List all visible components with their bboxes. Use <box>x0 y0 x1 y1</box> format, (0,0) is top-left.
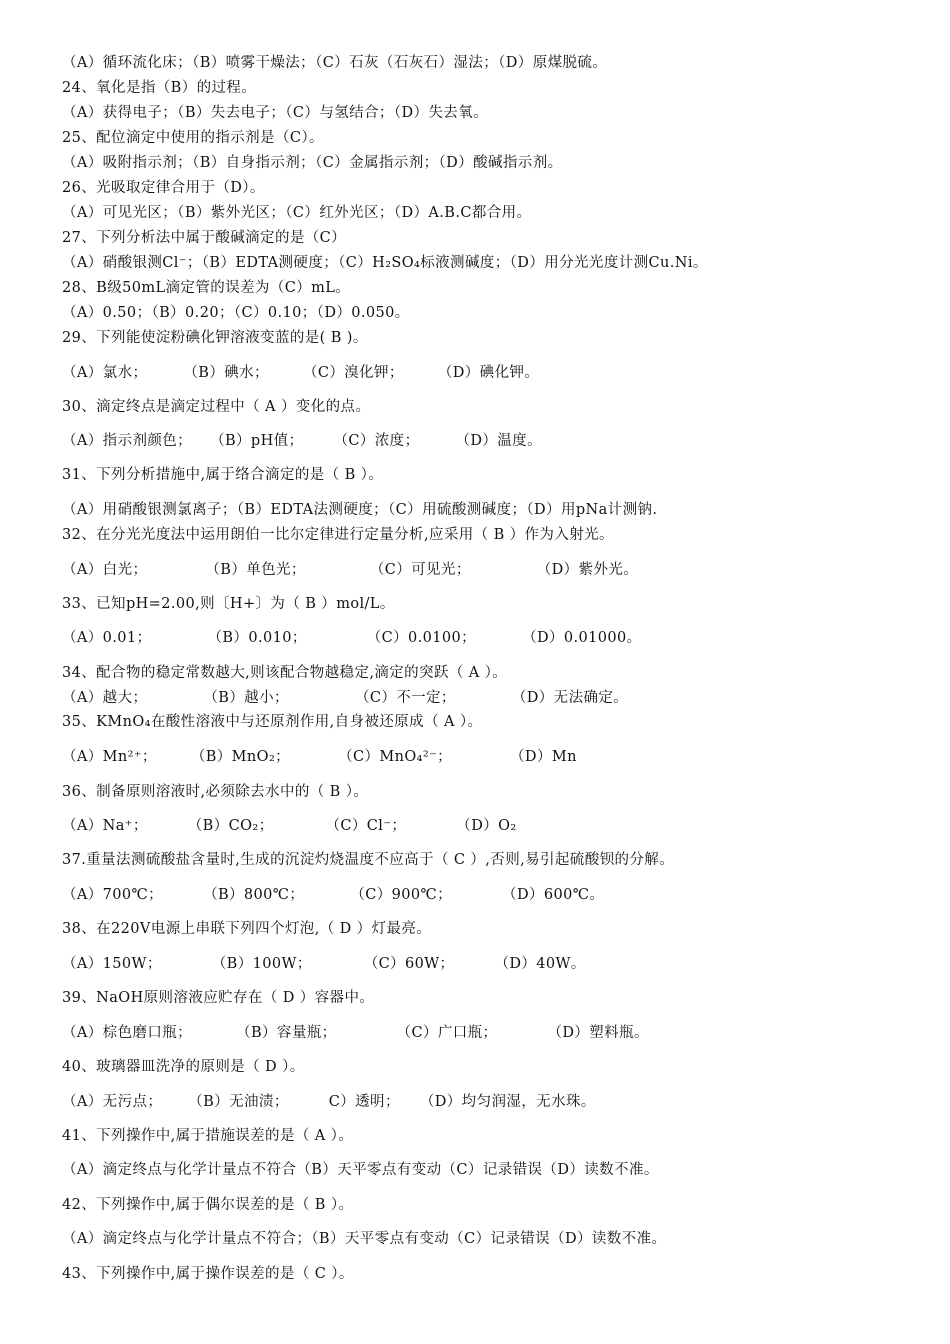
answer-option: （D）600℃。 <box>502 887 605 903</box>
line-text: （A）滴定终点与化学计量点不符合；（B）天平零点有变动（C）记录错误（D）读数不准。 <box>62 1231 667 1247</box>
answer-options-line <box>62 954 586 974</box>
text-line <box>62 850 674 870</box>
answer-option: （A）700℃； <box>62 887 164 903</box>
answer-option: （A）150W； <box>62 956 162 972</box>
answer-option: （C）900℃； <box>350 887 453 903</box>
answer-option: （B）无油渍； <box>188 1094 289 1110</box>
line-text: 24、氧化是指（B）的过程。 <box>62 80 257 96</box>
answer-options-line <box>62 816 517 836</box>
text-line <box>62 663 507 683</box>
line-text: 25、配位滴定中使用的指示剂是（C）。 <box>62 130 324 146</box>
answer-option: （A）无污点； <box>62 1094 163 1110</box>
answer-option: （B）MnO₂； <box>190 749 291 765</box>
answer-option: （D）无法确定。 <box>511 690 629 706</box>
line-text: （A）循环流化床；（B）喷雾干燥法；（C）石灰（石灰石）湿法；（D）原煤脱硫。 <box>62 55 608 71</box>
text-line <box>62 303 410 323</box>
line-text: 34、配合物的稳定常数越大,则该配合物越稳定,滴定的突跃（ A ）。 <box>62 665 508 681</box>
line-text: 40、玻璃器皿洗净的原则是（ D ）。 <box>62 1059 305 1075</box>
answer-option: （D）40W。 <box>494 956 586 972</box>
answer-option: （B）越小； <box>203 690 289 706</box>
text-line <box>62 988 374 1008</box>
answer-option: （C）溴化钾； <box>302 365 404 381</box>
answer-options-line <box>62 747 577 767</box>
answer-option: （A）越大； <box>62 690 148 706</box>
text-line <box>62 78 256 98</box>
text-line <box>62 1160 659 1180</box>
answer-option: （D）温度。 <box>455 433 542 449</box>
answer-option: （C）广口瓶； <box>396 1025 498 1041</box>
answer-option: （D）Mn <box>510 749 577 765</box>
text-line <box>62 500 657 520</box>
answer-option: （A）Mn²⁺； <box>62 749 157 765</box>
answer-option: （D）紫外光。 <box>536 562 639 578</box>
line-text: （A）获得电子；（B）失去电子；（C）与氢结合；（D）失去氧。 <box>62 105 488 121</box>
line-text: （A）硝酸银测Cl⁻；（B）EDTA测硬度；（C）H₂SO₄标液测碱度；（D）用分光光度计测Cu.Ni。 <box>62 255 708 271</box>
line-text: 38、在220V电源上串联下列四个灯泡,（ D ）灯最亮。 <box>62 921 432 937</box>
line-text: 39、NaOH原则溶液应贮存在（ D ）容器中。 <box>62 990 375 1006</box>
text-line <box>62 782 368 802</box>
answer-options-line <box>62 628 642 648</box>
answer-options-line <box>62 1023 649 1043</box>
answer-option: （B）单色光； <box>205 562 306 578</box>
answer-option: （A）白光； <box>62 562 148 578</box>
line-text: 35、KMnO₄在酸性溶液中与还原剂作用,自身被还原成（ A ）。 <box>62 714 483 730</box>
answer-option: （B）碘水； <box>183 365 269 381</box>
line-text: 42、下列操作中,属于偶尔误差的是（ B ）。 <box>62 1197 354 1213</box>
line-text: （A）吸附指示剂；（B）自身指示剂；（C）金属指示剂；（D）酸碱指示剂。 <box>62 155 563 171</box>
text-line <box>62 103 488 123</box>
line-text: 28、B级50mL滴定管的误差为（C）mL。 <box>62 280 351 296</box>
answer-option: （C）MnO₄²⁻； <box>338 749 453 765</box>
answer-option: （A）指示剂颜色； <box>62 433 193 449</box>
answer-option: （D）塑料瓶。 <box>547 1025 649 1041</box>
text-line <box>62 465 383 485</box>
answer-option: （C）不一定； <box>354 690 456 706</box>
text-line <box>62 594 395 614</box>
line-text: 29、下列能使淀粉碘化钾溶液变蓝的是( B )。 <box>62 330 368 346</box>
line-text: （A）用硝酸银测氯离子；（B）EDTA法测硬度；（C）用硫酸测碱度；（D）用pNa计测钠. <box>62 502 658 518</box>
answer-options-line <box>62 363 539 383</box>
line-text: 32、在分光光度法中运用朗伯一比尔定律进行定量分析,应采用（ B ）作为入射光。 <box>62 527 614 543</box>
text-line <box>62 525 614 545</box>
text-line <box>62 1229 666 1249</box>
answer-option: （D）均匀润湿，无水珠。 <box>419 1094 596 1110</box>
line-text: 37.重量法测硫酸盐含量时,生成的沉淀灼烧温度不应高于（ C ）,否则,易引起硫酸钡的分解。 <box>62 852 675 868</box>
answer-options-line <box>62 431 542 451</box>
line-text: 33、已知pH=2.00,则〔H+〕为（ B ）mol/L。 <box>62 596 395 612</box>
answer-option: （D）O₂ <box>456 818 517 834</box>
answer-option: （B）pH值； <box>210 433 304 449</box>
text-line <box>62 919 431 939</box>
line-text: （A）可见光区；（B）紫外光区；（C）红外光区；（D）A.B.C都合用。 <box>62 205 532 221</box>
text-line <box>62 228 346 248</box>
line-text: 26、光吸取定律合用于（D）。 <box>62 180 265 196</box>
text-line <box>62 397 370 417</box>
answer-options-line <box>62 688 628 708</box>
text-line <box>62 328 368 348</box>
answer-option: （B）0.010； <box>207 630 307 646</box>
answer-option: （C）可见光； <box>369 562 471 578</box>
answer-option: （C）Cl⁻； <box>325 818 407 834</box>
answer-option: C）透明； <box>328 1094 400 1110</box>
text-line <box>62 128 324 148</box>
line-text: （A）滴定终点与化学计量点不符合（B）天平零点有变动（C）记录错误（D）读数不准。 <box>62 1162 659 1178</box>
line-text: 27、下列分析法中属于酸碱滴定的是（C） <box>62 230 347 246</box>
line-text: 41、下列操作中,属于措施误差的是（ A ）。 <box>62 1128 354 1144</box>
line-text: 43、下列操作中,属于操作误差的是（ C ）。 <box>62 1266 354 1282</box>
answer-option: （C）60W； <box>363 956 455 972</box>
line-text: （A）0.50；（B）0.20；（C）0.10；（D）0.050。 <box>62 305 410 321</box>
line-text: 30、滴定终点是滴定过程中（ A ）变化的点。 <box>62 399 371 415</box>
answer-option: （B）100W； <box>211 956 312 972</box>
text-line <box>62 203 531 223</box>
answer-option: （A）氯水； <box>62 365 148 381</box>
answer-option: （B）CO₂； <box>187 818 274 834</box>
answer-option: （B）容量瓶； <box>236 1025 337 1041</box>
text-line <box>62 278 350 298</box>
text-line <box>62 1126 353 1146</box>
text-line <box>62 178 265 198</box>
answer-option: （D）0.01000。 <box>522 630 642 646</box>
answer-option: （A）棕色磨口瓶； <box>62 1025 193 1041</box>
text-line <box>62 1264 354 1284</box>
answer-option: （B）800℃； <box>203 887 305 903</box>
answer-options-line <box>62 560 638 580</box>
answer-options-line <box>62 1092 596 1112</box>
text-line <box>62 712 482 732</box>
answer-option: （A）0.01； <box>62 630 152 646</box>
text-line <box>62 1195 353 1215</box>
text-line <box>62 1057 305 1077</box>
text-line <box>62 253 708 273</box>
answer-option: （C）浓度； <box>333 433 420 449</box>
line-text: 36、制备原则溶液时,必须除去水中的（ B ）。 <box>62 784 369 800</box>
answer-option: （C）0.0100； <box>366 630 477 646</box>
text-line <box>62 53 607 73</box>
text-line <box>62 153 563 173</box>
answer-option: （A）Na⁺； <box>62 818 148 834</box>
answer-options-line <box>62 885 604 905</box>
line-text: 31、下列分析措施中,属于络合滴定的是（ B ）。 <box>62 467 384 483</box>
answer-option: （D）碘化钾。 <box>437 365 540 381</box>
